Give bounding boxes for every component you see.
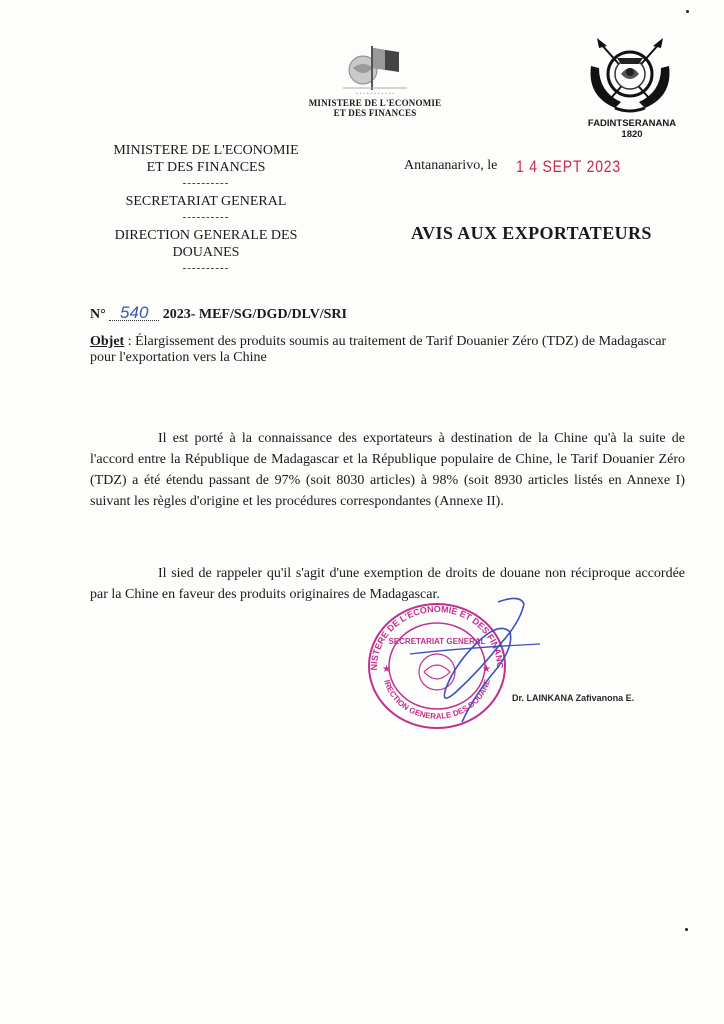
motto-text: FADINTSERANANA: [587, 118, 677, 129]
separator: ----------: [182, 211, 230, 223]
logo-caption-line2: ET DES FINANCES: [333, 108, 417, 118]
sender-header: [90, 142, 322, 278]
document-title: AVIS AUX EXPORTATEURS: [411, 223, 652, 243]
place-label: Antananarivo, le: [404, 158, 498, 173]
svg-text:★: ★: [382, 664, 391, 675]
scan-speck: [686, 10, 689, 13]
separator: ----------: [182, 262, 230, 274]
svg-text:• • • • • • • • • • •: • • • • • • • • • • •: [355, 91, 395, 96]
coat-of-arms-emblem: [585, 36, 675, 116]
subject-text: : Élargissement des produits soumis au traitement de Tarif Douanier Zéro (TDZ) de Madagascar pour l'exportation vers la Chine: [90, 334, 667, 365]
reference-suffix: 2023- MEF/SG/DGD/DLV/SRI: [162, 307, 347, 322]
date-stamp: 1 4 SEPT 2023: [516, 157, 621, 176]
coat-of-arms-motto: [570, 118, 694, 140]
motto-year: 1820: [621, 129, 643, 140]
svg-text:★: ★: [482, 664, 491, 675]
stamp-inner-text: SECRETARIAT GENERAL: [388, 637, 486, 646]
ministry-logo-caption: [290, 98, 460, 118]
ministry-line2: ET DES FINANCES: [146, 160, 266, 175]
signatory-name: Dr. LAINKANA Zafivanona E.: [512, 693, 635, 703]
separator: ----------: [182, 177, 230, 189]
direction-line2: DOUANES: [172, 245, 240, 260]
secretariat-line: SECRETARIAT GENERAL: [125, 194, 287, 209]
ministry-line1: MINISTERE DE L'ECONOMIE: [113, 143, 299, 158]
reference-number-handwritten: 540: [109, 306, 159, 321]
reference-line: [90, 303, 347, 323]
scan-speck: [685, 928, 688, 931]
stamp-ring-text: NISTERE DE L'ECONOMIE ET DES FINANC: [368, 603, 506, 671]
logo-caption-line1: MINISTERE DE L'ECONOMIE: [308, 98, 442, 108]
stamp-bottom-text: IRECTION GENERALE DES DOUANE: [382, 678, 492, 721]
handwritten-signature: [370, 592, 570, 742]
body-paragraph-2: Il sied de rappeler qu'il s'agit d'une exemption de droits de douane non réciproque accordée par la Chine en faveur des produits originaires de Madagascar.: [90, 566, 685, 602]
body-paragraph-1: Il est porté à la connaissance des exportateurs à destination de la Chine qu'à la suite de l'accord entre la République de Madagascar et la République populaire de Chine, le Tarif Douanier Zéro (TDZ) a été étendu passant de 97% (soit 8030 articles) à 98% (soit 8930 articles listés en Annexe I) suivant les règles d'origine et les procédures correspondantes (Annexe II).: [90, 431, 685, 509]
reference-prefix: N°: [90, 307, 106, 322]
subject-line: [90, 334, 690, 366]
ministry-logo: [335, 38, 415, 98]
subject-label: Objet: [90, 334, 125, 349]
direction-line1: DIRECTION GENERALE DES: [114, 228, 298, 243]
